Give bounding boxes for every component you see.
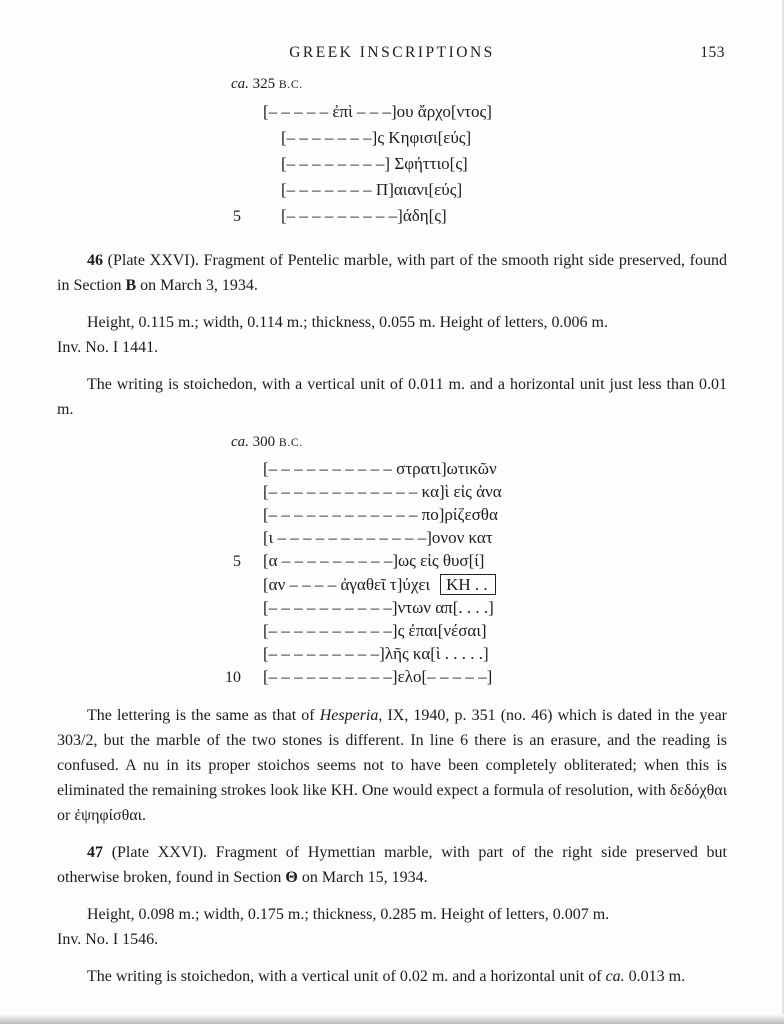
line-text: [– – – – – – – – –]άδη[ς] bbox=[281, 206, 447, 225]
inscription-line bbox=[207, 596, 727, 619]
inventory-number: Inv. No. I 1546. bbox=[57, 931, 159, 948]
inscription-block-1 bbox=[207, 99, 727, 230]
line-text: [ι – – – – – – – – – – – –]ονον κατ bbox=[263, 528, 493, 547]
entry-47-intro bbox=[57, 840, 727, 890]
inscription-line bbox=[207, 526, 727, 549]
line-text: [– – – – – – –]ς Κηφισι[εύς] bbox=[281, 128, 472, 147]
line-text: [– – – – – – – – – – στρατι]ωτικῶν bbox=[263, 459, 497, 478]
inscription-line bbox=[207, 203, 727, 230]
line-text: [– – – – – – – –] Σφήττιο[ς] bbox=[281, 154, 468, 173]
circa-abbrev: ca. bbox=[231, 76, 249, 92]
date-year: 300 bbox=[252, 434, 276, 450]
inscription-line bbox=[207, 125, 727, 151]
writing-text: 0.013 m. bbox=[624, 968, 686, 985]
measurements-text: Height, 0.115 m.; width, 0.114 m.; thickness, 0.055 m. Height of letters, 0.006 m. bbox=[87, 314, 608, 331]
line-text: [– – – – – – – – – – – – κα]ὶ εἰς ἀνα bbox=[263, 482, 502, 501]
line-text: [– – – – – – – – – –]ς ἐπαι[νέσαι] bbox=[263, 621, 487, 640]
line-number: 5 bbox=[233, 553, 241, 570]
inscription2-date bbox=[231, 434, 727, 451]
inscription-line bbox=[207, 619, 727, 642]
line-text: [– – – – – – – Π]αιανι[εύς] bbox=[281, 180, 463, 199]
measurements-text: Height, 0.098 m.; width, 0.175 m.; thickness, 0.285 m. Height of letters, 0.007 m. bbox=[87, 906, 610, 923]
line-text: [– – – – – – – – –]λῆς κα[ὶ . . . . .] bbox=[263, 644, 489, 663]
inscription-line bbox=[207, 151, 727, 177]
line-number: 5 bbox=[233, 208, 241, 225]
entry-text: (Plate XXVI). Fragment of Hymettian marble, with part of the right side preserved but otherwise broken, found in Section bbox=[57, 844, 727, 886]
writing-text: The writing is stoichedon, with a vertical unit of 0.02 m. and a horizontal unit of bbox=[87, 968, 606, 985]
running-head: GREEK INSCRIPTIONS bbox=[289, 44, 495, 61]
inventory-number: Inv. No. I 1441. bbox=[57, 339, 159, 356]
scan-edge-artifact bbox=[0, 1014, 784, 1024]
inscription-line-with-erasure bbox=[207, 573, 727, 596]
line-text: [– – – – – ἐπὶ – – –]ου ἄρχο[ντος] bbox=[263, 102, 492, 121]
entry-number: 46 bbox=[87, 252, 103, 269]
entry-46-writing-note bbox=[57, 372, 727, 422]
inscription-line bbox=[207, 99, 727, 125]
entry-text: (Plate XXVI). Fragment of Pentelic marble, with part of the smooth right side preserved, found in Section bbox=[57, 252, 727, 294]
date-year: 325 bbox=[252, 76, 276, 92]
entry-46-measurements bbox=[57, 310, 727, 360]
line-text: [αν – – – – ἀγαθεῖ τ]ύχει bbox=[263, 575, 431, 594]
inscription-line bbox=[207, 503, 727, 526]
journal-title: Hesperia bbox=[319, 707, 379, 724]
entry-47-measurements bbox=[57, 902, 727, 952]
inscription-line bbox=[207, 549, 727, 573]
inscription-line bbox=[207, 665, 727, 689]
line-text: [– – – – – – – – – –]ελο[– – – – –] bbox=[263, 667, 493, 686]
date-era: B.C. bbox=[278, 436, 303, 449]
circa-abbrev: ca. bbox=[231, 434, 249, 450]
discussion-text: The lettering is the same as that of bbox=[87, 707, 320, 724]
inscription-line bbox=[207, 480, 727, 503]
entry-text: on March 15, 1934. bbox=[297, 869, 428, 886]
inscription1-date bbox=[231, 76, 727, 93]
inscription-line bbox=[207, 457, 727, 480]
line-number: 10 bbox=[225, 669, 241, 686]
line-text: [– – – – – – – – – – – – πο]ρίζεσθα bbox=[263, 505, 498, 524]
inscription-block-2 bbox=[207, 457, 727, 689]
line-text: [α – – – – – – – – –]ως εἰς θυσ[ί] bbox=[263, 551, 485, 570]
entry-46-discussion bbox=[57, 703, 727, 828]
section-letter: Θ bbox=[285, 869, 298, 886]
date-era: B.C. bbox=[278, 78, 303, 91]
entry-number: 47 bbox=[87, 844, 103, 861]
entry-47-writing-note bbox=[57, 964, 727, 989]
section-letter: B bbox=[125, 277, 137, 294]
inscription-line bbox=[207, 177, 727, 203]
writing-text: The writing is stoichedon, with a vertical unit of 0.011 m. and a horizontal unit just less than 0.01 m. bbox=[57, 376, 727, 418]
entry-text: on March 3, 1934. bbox=[136, 277, 258, 294]
line-text: [– – – – – – – – – –]ντων απ[. . . .] bbox=[263, 598, 494, 617]
discussion-text: , IX, 1940, p. 351 (no. 46) which is dated in the year 303/2, but the marble of the two stones is different. In line 6 there is an erasure, and the reading is confused. A nu in its proper stoichos seems not to have been completely obliterated; when this is eliminated the remaining strokes look like ΚΗ. One would expect a formula of resolution, with δεδόχθαι or ἐψηφίσθαι. bbox=[57, 707, 727, 824]
inscription-line bbox=[207, 642, 727, 665]
erasure-box: ΚΗ . . bbox=[440, 574, 496, 595]
page-number: 153 bbox=[700, 44, 725, 61]
entry-46-intro bbox=[57, 248, 727, 298]
page-header bbox=[57, 44, 727, 62]
circa-abbrev: ca. bbox=[605, 968, 625, 985]
